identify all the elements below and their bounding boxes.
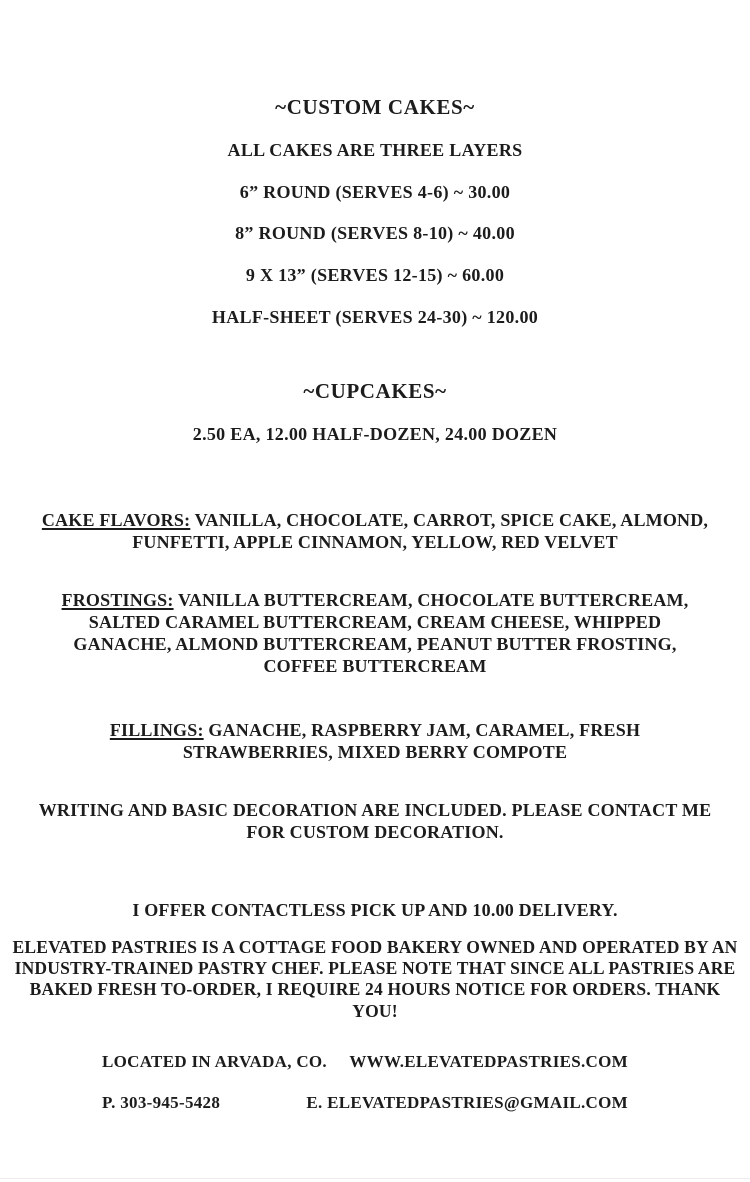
phone-text: P. 303-945-5428 bbox=[102, 1092, 221, 1112]
fillings-paragraph bbox=[37, 720, 713, 764]
fillings-label: FILLINGS: bbox=[109, 719, 204, 740]
location-text: LOCATED IN ARVADA, CO. bbox=[102, 1051, 327, 1071]
cake-flavors-list: VANILLA, CHOCOLATE, CARROT, SPICE CAKE, ALMOND, FUNFETTI, APPLE CINNAMON, YELLOW, RED VELVET bbox=[132, 510, 709, 553]
custom-cakes-section bbox=[0, 94, 750, 328]
website-text: WWW.ELEVATEDPASTRIES.COM bbox=[349, 1051, 628, 1071]
footer-row-2 bbox=[0, 1093, 750, 1113]
delivery-note: I OFFER CONTACTLESS PICK UP AND 10.00 DELIVERY. bbox=[132, 899, 618, 920]
frostings-paragraph bbox=[43, 590, 707, 678]
about-note: ELEVATED PASTRIES IS A COTTAGE FOOD BAKERY OWNED AND OPERATED BY AN INDUSTRY-TRAINED PASTRY CHEF. PLEASE NOTE THAT SINCE ALL PASTRIES ARE BAKED FRESH TO-ORDER, I REQUIRE 24 HOURS NOTICE FOR ORDERS. THANK YOU! bbox=[12, 936, 738, 1021]
cupcakes-pricing: 2.50 EA, 12.00 HALF-DOZEN, 24.00 DOZEN bbox=[192, 424, 558, 445]
decoration-note: WRITING AND BASIC DECORATION ARE INCLUDED. PLEASE CONTACT ME FOR CUSTOM DECORATION. bbox=[38, 799, 712, 842]
email-text: E. ELEVATEDPASTRIES@GMAIL.COM bbox=[306, 1092, 628, 1112]
custom-cakes-subtitle: ALL CAKES ARE THREE LAYERS bbox=[227, 140, 523, 161]
footer-row-1 bbox=[0, 1052, 750, 1072]
cake-size-item: 8” ROUND (SERVES 8-10) ~ 40.00 bbox=[235, 223, 515, 244]
contact-footer bbox=[0, 1052, 750, 1113]
page-bottom-edge bbox=[0, 1178, 750, 1179]
cake-flavors-paragraph bbox=[27, 510, 723, 554]
fillings-list: GANACHE, RASPBERRY JAM, CARAMEL, FRESH STRAWBERRIES, MIXED BERRY COMPOTE bbox=[182, 719, 641, 762]
cake-size-item: HALF-SHEET (SERVES 24-30) ~ 120.00 bbox=[211, 306, 539, 327]
frostings-list: VANILLA BUTTERCREAM, CHOCOLATE BUTTERCREAM, SALTED CARAMEL BUTTERCREAM, CREAM CHEESE, WHIPPED GANACHE, ALMOND BUTTERCREAM, PEANUT BUTTER FROSTING, COFFEE BUTTERCREAM bbox=[73, 589, 689, 676]
frostings-label: FROSTINGS: bbox=[61, 589, 174, 610]
cake-flavors-label: CAKE FLAVORS: bbox=[41, 510, 191, 531]
cupcakes-title: ~CUPCAKES~ bbox=[303, 379, 447, 404]
custom-cakes-title: ~CUSTOM CAKES~ bbox=[275, 95, 475, 119]
cupcakes-section bbox=[0, 378, 750, 446]
cake-size-item: 6” ROUND (SERVES 4-6) ~ 30.00 bbox=[239, 181, 511, 202]
cake-size-item: 9 X 13” (SERVES 12-15) ~ 60.00 bbox=[245, 265, 505, 286]
